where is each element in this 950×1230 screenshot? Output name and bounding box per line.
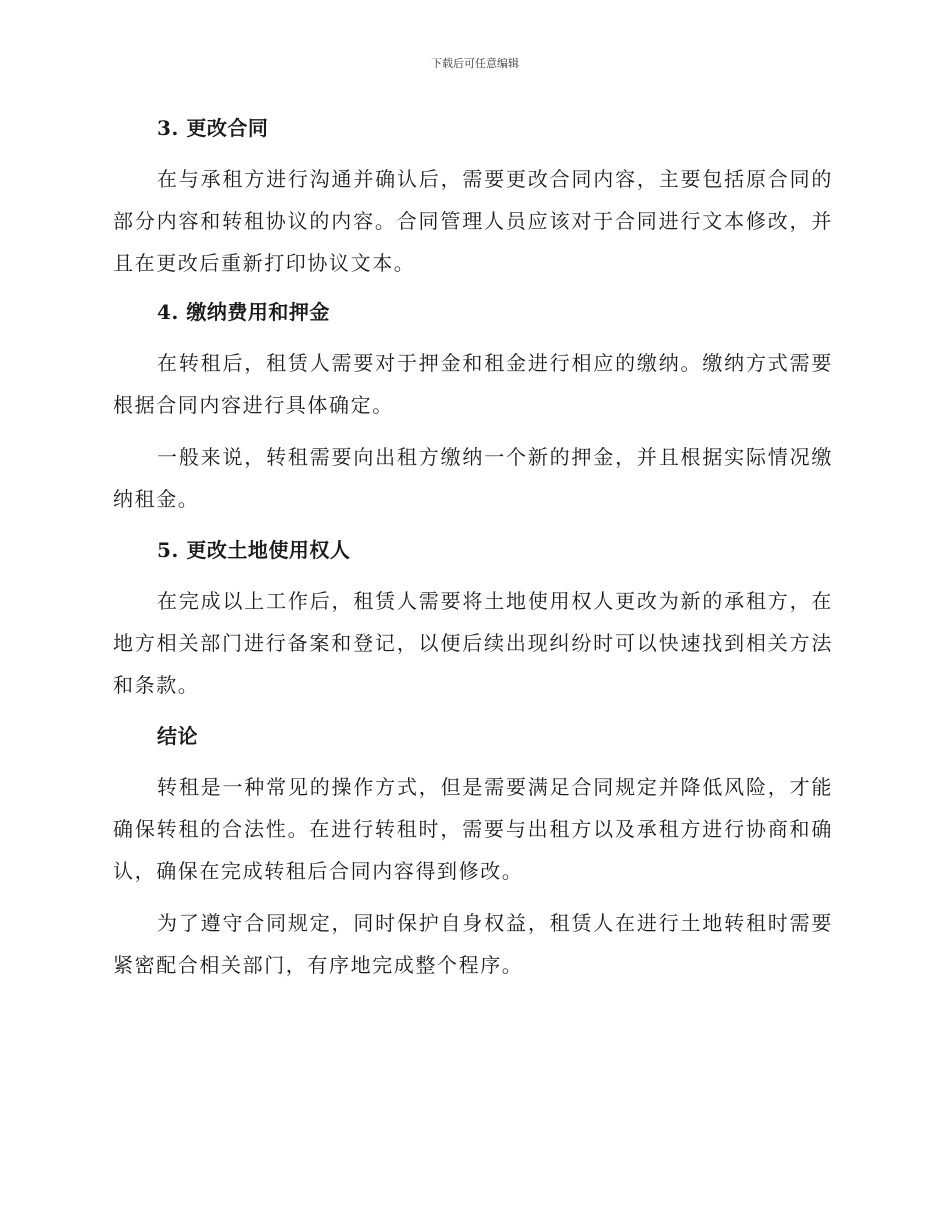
paragraph: 为了遵守合同规定，同时保护自身权益，租赁人在进行土地转租时需要紧密配合相关部门，有序地完成整个程序。 <box>113 911 833 977</box>
section-heading-conclusion: 结论 <box>157 724 198 748</box>
section-heading-change-contract: 3. 更改合同 <box>157 116 269 140</box>
document-body <box>113 108 833 986</box>
paragraph: 转租是一种常见的操作方式，但是需要满足合同规定并降低风险，才能确保转租的合法性。在进行转租时，需要与出租方以及承租方进行协商和确认，确保在完成转租后合同内容得到修改。 <box>113 775 833 883</box>
section-heading-change-land-user: 5. 更改土地使用权人 <box>157 538 351 562</box>
paragraph: 在完成以上工作后，租赁人需要将土地使用权人更改为新的承租方，在地方相关部门进行备案和登记，以便后续出现纠纷时可以快速找到相关方法和条款。 <box>113 589 833 697</box>
page-header: 下载后可任意编辑 <box>431 57 519 70</box>
paragraph: 在与承租方进行沟通并确认后，需要更改合同内容，主要包括原合同的部分内容和转租协议的内容。合同管理人员应该对于合同进行文本修改，并且在更改后重新打印协议文本。 <box>113 167 833 275</box>
paragraph: 一般来说，转租需要向出租方缴纳一个新的押金，并且根据实际情况缴纳租金。 <box>113 445 833 511</box>
paragraph: 在转租后，租赁人需要对于押金和租金进行相应的缴纳。缴纳方式需要根据合同内容进行具体确定。 <box>113 351 833 417</box>
section-heading-fees-deposit: 4. 缴纳费用和押金 <box>157 300 330 324</box>
